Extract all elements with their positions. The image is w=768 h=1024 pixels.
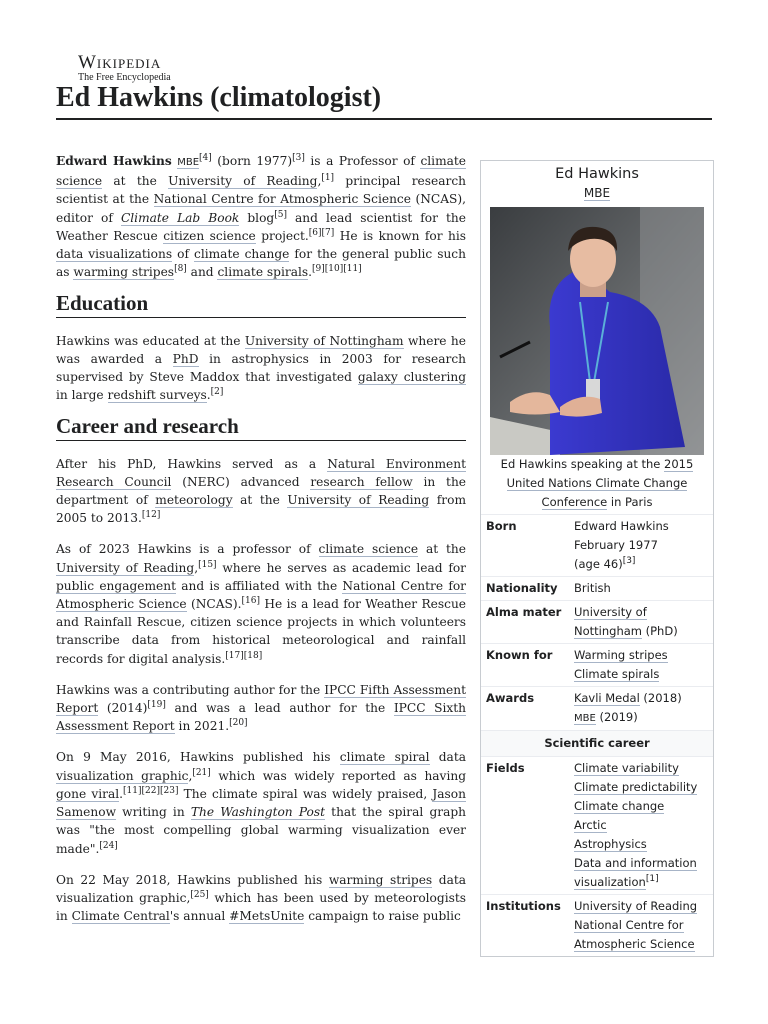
link-climate-variability[interactable]: Climate variability — [574, 761, 679, 775]
ref[interactable]: [24] — [99, 840, 118, 851]
ref[interactable]: [25] — [190, 889, 209, 900]
ref[interactable]: [3] — [292, 152, 305, 163]
text: where he was awarded a — [56, 333, 466, 366]
link-climate-spirals[interactable]: Climate spirals — [574, 667, 660, 681]
text: As of 2023 Hawkins is a professor of — [56, 542, 319, 557]
text: He is known for his — [334, 228, 466, 243]
text: data — [429, 750, 466, 765]
row-label: Known for — [486, 648, 553, 662]
link-ncas[interactable]: National Centre for Atmospheric Science — [574, 918, 695, 951]
ref[interactable]: [5] — [274, 209, 287, 220]
text: After his PhD, Hawkins served as a — [56, 456, 328, 471]
infobox-postnominal — [481, 184, 713, 203]
row-label: Born — [486, 519, 517, 533]
career-paragraph-4 — [56, 748, 466, 857]
text: (NCAS). — [186, 597, 242, 612]
text: (NERC) advanced — [171, 474, 311, 489]
link-warming-stripes[interactable]: Warming stripes — [574, 648, 668, 662]
text: project. — [255, 228, 309, 243]
text: , — [194, 560, 199, 575]
link-data-visualization[interactable]: Data and information visualization — [574, 856, 697, 889]
link-nerc[interactable]: Natural Environment Research Council — [56, 456, 466, 489]
text: (2018) — [639, 691, 682, 705]
career-paragraph-2 — [56, 540, 466, 667]
text: in the department of — [56, 474, 466, 508]
ref[interactable]: [11][22][23] — [123, 785, 179, 796]
text: where he serves as academic lead for — [216, 560, 467, 575]
infobox-row-alma-mater — [481, 600, 713, 643]
link-climate-predictability[interactable]: Climate predictability — [574, 780, 698, 794]
row-value — [574, 689, 713, 728]
ref[interactable]: [19] — [147, 700, 166, 711]
text: . — [206, 388, 211, 403]
text: at the — [102, 174, 169, 189]
text: which has been used by meteorologists in — [56, 890, 466, 924]
career-paragraph-3 — [56, 681, 466, 736]
infobox — [480, 160, 714, 957]
career-paragraph-1 — [56, 455, 466, 528]
link-warming-stripes[interactable]: warming stripes — [73, 265, 175, 280]
text: that the spiral graph was "the most compelling global warming visualization ever made". — [56, 805, 466, 856]
row-value — [574, 897, 713, 954]
article-body — [56, 152, 466, 938]
text: The climate spiral was widely praised, — [178, 786, 433, 801]
text: for the general public such as — [56, 247, 466, 280]
text: (born 1977) — [211, 154, 293, 168]
text: of — [172, 247, 194, 262]
ref[interactable]: [8] — [174, 264, 187, 275]
subject-name: Edward Hawkins — [56, 154, 172, 168]
text: and is affiliated with the — [176, 578, 343, 593]
link-university-of-reading[interactable]: University of Reading — [168, 174, 318, 189]
text: , — [317, 174, 322, 189]
text: 's annual — [169, 909, 230, 924]
text: from 2005 to 2013. — [56, 493, 467, 526]
text: in large — [56, 388, 108, 403]
ref[interactable]: [17][18] — [225, 650, 263, 661]
text: Ed Hawkins speaking at the — [500, 457, 665, 471]
infobox-row-institutions — [481, 894, 713, 956]
link-cop21[interactable]: 2015 United Nations Climate Change Conference — [506, 457, 694, 509]
text: principal research scientist at the — [56, 174, 466, 207]
intro-paragraph — [56, 152, 466, 281]
born-date: February 1977 — [574, 538, 658, 552]
link-climate-central[interactable]: Climate Central — [71, 909, 170, 924]
ref[interactable]: [1] — [321, 173, 335, 184]
text: is a Professor of — [304, 154, 421, 168]
row-value — [574, 759, 713, 892]
link-university-of-reading[interactable]: University of Reading — [574, 899, 698, 913]
row-value: British — [574, 581, 611, 595]
row-value — [574, 517, 713, 574]
link-university-of-nottingham[interactable]: University of Nottingham — [244, 333, 404, 348]
link-university-of-reading[interactable]: University of Reading — [56, 560, 195, 575]
link-kavli-medal[interactable]: Kavli Medal — [574, 691, 640, 705]
row-label: Institutions — [486, 899, 561, 913]
text: and was a lead author for the — [165, 701, 394, 716]
text: and lead scientist for the Weather Rescue — [56, 210, 466, 243]
infobox-title: Ed Hawkins — [555, 166, 639, 182]
heading-education: Education — [56, 294, 466, 317]
row-value — [574, 646, 713, 684]
link-research-fellow[interactable]: research fellow — [310, 474, 413, 489]
link-ncas[interactable]: National Centre for Atmospheric Science — [153, 192, 411, 207]
text: , — [188, 768, 193, 783]
text: which was widely reported as having — [210, 768, 466, 783]
link-phd[interactable]: PhD — [172, 351, 199, 366]
ref[interactable]: [2] — [210, 387, 224, 398]
text: data visualization graphic, — [56, 872, 466, 905]
text: campaign to raise public — [304, 909, 461, 924]
link-citizen-science[interactable]: citizen science — [163, 228, 256, 243]
link-public-engagement[interactable]: public engagement — [56, 578, 176, 593]
link-warming-stripes[interactable]: warming stripes — [328, 872, 433, 887]
ref[interactable]: [9][10][11] — [312, 264, 362, 275]
row-label: Nationality — [486, 581, 558, 595]
wikipedia-logo[interactable] — [78, 52, 171, 83]
text: blog — [239, 210, 275, 225]
link-galaxy-clustering[interactable]: galaxy clustering — [357, 370, 467, 385]
link-climate-science[interactable]: climate science — [318, 542, 419, 557]
career-paragraph-5 — [56, 871, 466, 926]
ref[interactable]: [21] — [192, 767, 211, 778]
logo-tagline: The Free Encyclopedia — [78, 72, 171, 83]
row-label: Alma mater — [486, 605, 562, 619]
ref[interactable]: [12] — [141, 510, 161, 521]
infobox-row-born — [481, 514, 713, 576]
ref[interactable]: [20] — [229, 718, 248, 729]
text: . — [119, 786, 124, 801]
link-climate-spirals[interactable]: climate spirals — [217, 265, 309, 280]
row-value — [574, 603, 713, 641]
text: . — [308, 265, 312, 280]
ref[interactable]: [1] — [645, 874, 659, 885]
ref[interactable]: [6][7] — [308, 227, 335, 238]
link-astrophysics[interactable]: Astrophysics — [574, 837, 647, 851]
row-label: Awards — [486, 691, 535, 705]
link-meteorology[interactable]: meteorology — [155, 493, 233, 508]
link-mbe[interactable]: MBE — [177, 157, 200, 168]
link-university-of-reading[interactable]: University of Reading — [287, 493, 430, 508]
text: (PhD) — [641, 624, 678, 638]
link-gone-viral[interactable]: gone viral — [56, 786, 120, 801]
link-climate-change[interactable]: Climate change — [574, 799, 665, 813]
text: in 2021. — [174, 719, 230, 734]
text: He is a lead for Weather Rescue and Rainfall Rescue, citizen science projects in which volunteers transcribe data from historical meteorological and rainfall records for digital analysis. — [56, 597, 467, 666]
text: On 22 May 2018, Hawkins published his — [56, 872, 329, 887]
infobox-row-awards — [481, 686, 713, 730]
link-ipcc-ar5[interactable]: IPCC Fifth Assessment Report — [56, 682, 466, 716]
text: (NCAS), editor of — [56, 192, 466, 225]
logo-wordmark: Wikipedia — [78, 52, 162, 73]
page-title: Ed Hawkins (climatologist) — [56, 82, 712, 120]
ref[interactable]: [15] — [198, 559, 217, 570]
link-jason-samenow[interactable]: Jason Samenow — [56, 786, 466, 820]
link-redshift-surveys[interactable]: redshift surveys — [107, 388, 207, 403]
link-climate-lab-book[interactable]: Climate Lab Book — [120, 210, 240, 225]
text: at the — [232, 493, 288, 508]
text: at the — [418, 542, 466, 557]
link-metsunite[interactable]: #MetsUnite — [229, 909, 305, 924]
ref[interactable]: [3] — [622, 556, 636, 567]
link-climate-spiral[interactable]: climate spiral — [339, 750, 430, 765]
ref[interactable]: [4] — [199, 152, 212, 163]
education-paragraph — [56, 332, 466, 405]
link-climate-change[interactable]: climate change — [194, 247, 290, 262]
link-mbe[interactable]: MBE — [574, 713, 596, 724]
infobox-section-scientific-career: Scientific career — [481, 730, 713, 756]
born-name: Edward Hawkins — [574, 519, 669, 533]
text: (2014) — [98, 701, 148, 716]
link-university-of-nottingham[interactable]: University of Nottingham — [574, 605, 647, 638]
text: On 9 May 2016, Hawkins published his — [56, 750, 340, 765]
text: Hawkins was a contributing author for the — [56, 682, 325, 697]
link-arctic[interactable]: Arctic — [574, 818, 607, 832]
link-climate-science[interactable]: climate science — [56, 154, 467, 189]
infobox-row-nationality — [481, 576, 713, 600]
portrait-photo[interactable] — [490, 207, 704, 455]
text: and — [186, 265, 218, 280]
infobox-row-fields — [481, 756, 713, 894]
born-age: (age 46) — [574, 557, 623, 571]
row-label: Fields — [486, 761, 525, 775]
text: Hawkins was educated at the — [56, 333, 245, 348]
photo-caption — [481, 455, 713, 514]
heading-career: Career and research — [56, 417, 466, 440]
text: in astrophysics in 2003 for research supervised by Steve Maddox that investigated — [56, 351, 466, 385]
text: (2019) — [595, 710, 638, 724]
ref[interactable]: [16] — [241, 596, 260, 606]
link-washington-post[interactable]: The Washington Post — [190, 805, 326, 820]
text: in Paris — [607, 495, 653, 509]
link-mbe[interactable]: MBE — [583, 186, 611, 200]
link-data-visualizations[interactable]: data visualizations — [56, 247, 173, 262]
link-ncas[interactable]: National Centre for Atmospheric Science — [56, 578, 467, 612]
text: writing in — [116, 805, 191, 820]
link-ipcc-ar6[interactable]: IPCC Sixth Assessment Report — [56, 701, 467, 734]
link-visualization-graphic[interactable]: visualization graphic — [56, 768, 189, 783]
infobox-row-known-for — [481, 643, 713, 686]
